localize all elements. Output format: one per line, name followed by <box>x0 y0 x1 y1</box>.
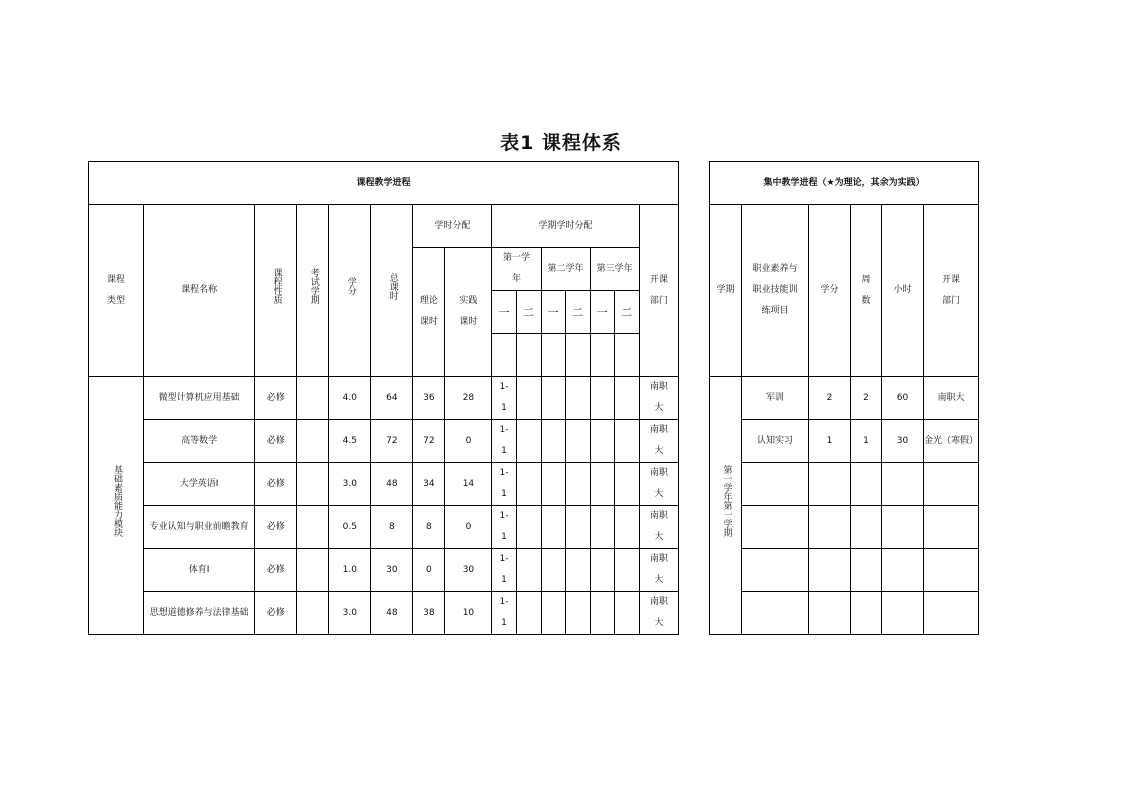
blank-cell <box>516 463 541 506</box>
hours <box>882 463 924 506</box>
training-project <box>742 592 809 635</box>
course-name: 专业认知与职业前瞻教育 <box>144 506 255 549</box>
col-exam-semester: 考试学期 <box>297 205 329 377</box>
blank-cell <box>590 592 614 635</box>
credit <box>809 463 851 506</box>
blank-cell <box>614 377 639 420</box>
department <box>924 506 979 549</box>
hours <box>882 549 924 592</box>
y1-sem-1-value: 1- 1 <box>492 592 516 635</box>
total-hours: 48 <box>371 463 413 506</box>
side-table-header: 集中教学进程（★为理论，其余为实践） <box>710 162 979 205</box>
blank-cell <box>492 334 516 377</box>
col-year-3: 第三学年 <box>590 248 639 291</box>
theory-hours: 72 <box>413 420 445 463</box>
theory-hours: 0 <box>413 549 445 592</box>
table-row <box>89 463 679 506</box>
col-training-project: 职业素养与 职业技能训 练项目 <box>742 205 809 377</box>
y1-sem-1-value: 1- 1 <box>492 420 516 463</box>
department <box>924 549 979 592</box>
department: 南职 大 <box>639 506 678 549</box>
blank-cell <box>590 463 614 506</box>
table-row <box>710 377 979 420</box>
blank-cell <box>614 549 639 592</box>
blank-cell <box>565 463 590 506</box>
col-credit: 学分 <box>329 205 371 377</box>
table-row <box>710 463 979 506</box>
course-name: 思想道德修养与法律基础 <box>144 592 255 635</box>
y1-sem-1-value: 1- 1 <box>492 506 516 549</box>
course-teaching-table <box>88 161 679 635</box>
course-nature: 必修 <box>255 592 297 635</box>
weeks: 2 <box>851 377 882 420</box>
y1-sem-1-value: 1- 1 <box>492 377 516 420</box>
col-hours: 小时 <box>882 205 924 377</box>
y1-sem-1-value: 1- 1 <box>492 463 516 506</box>
credit: 3.0 <box>329 463 371 506</box>
blank-cell <box>541 506 565 549</box>
department: 南职大 <box>924 377 979 420</box>
hours: 60 <box>882 377 924 420</box>
blank-cell <box>565 377 590 420</box>
credit: 3.0 <box>329 592 371 635</box>
credit <box>809 592 851 635</box>
credit: 1 <box>809 420 851 463</box>
total-hours: 8 <box>371 506 413 549</box>
blank-cell <box>541 592 565 635</box>
theory-hours: 38 <box>413 592 445 635</box>
semester-label: 第一学年第一学期 <box>710 377 742 635</box>
col-course-nature: 课程性质 <box>255 205 297 377</box>
exam-semester <box>297 549 329 592</box>
hours <box>882 592 924 635</box>
blank-cell <box>516 592 541 635</box>
theory-hours: 8 <box>413 506 445 549</box>
credit: 1.0 <box>329 549 371 592</box>
credit: 0.5 <box>329 506 371 549</box>
col-theory-hours: 理论 课时 <box>413 248 445 377</box>
practice-hours: 10 <box>445 592 492 635</box>
theory-hours: 36 <box>413 377 445 420</box>
table-row <box>89 506 679 549</box>
blank-cell <box>516 549 541 592</box>
table-row <box>710 592 979 635</box>
table-row <box>710 549 979 592</box>
department: 南职 大 <box>639 592 678 635</box>
blank-cell <box>541 334 565 377</box>
course-nature: 必修 <box>255 377 297 420</box>
course-nature: 必修 <box>255 549 297 592</box>
course-nature: 必修 <box>255 463 297 506</box>
department: 南职 大 <box>639 420 678 463</box>
course-nature: 必修 <box>255 420 297 463</box>
weeks <box>851 592 882 635</box>
department: 南职 大 <box>639 377 678 420</box>
training-project <box>742 506 809 549</box>
blank-cell <box>565 592 590 635</box>
exam-semester <box>297 592 329 635</box>
practice-hours: 28 <box>445 377 492 420</box>
col-year-1: 第一学 年 <box>492 248 541 291</box>
blank-cell <box>565 420 590 463</box>
y1-sem-1-value: 1- 1 <box>492 549 516 592</box>
blank-cell <box>614 463 639 506</box>
col-y2-sem-1: 一 <box>541 291 565 334</box>
practice-hours: 14 <box>445 463 492 506</box>
course-name: 大学英语Ⅰ <box>144 463 255 506</box>
department <box>924 463 979 506</box>
practice-hours: 0 <box>445 420 492 463</box>
hours <box>882 506 924 549</box>
blank-cell <box>516 420 541 463</box>
col-y1-sem-1: 一 <box>492 291 516 334</box>
col-y3-sem-2: 二 <box>614 291 639 334</box>
blank-cell <box>516 377 541 420</box>
table-row <box>710 506 979 549</box>
col-practice-hours: 实践 课时 <box>445 248 492 377</box>
page-title: 表1 课程体系 <box>500 132 622 154</box>
blank-cell <box>516 334 541 377</box>
credit <box>809 506 851 549</box>
theory-hours: 34 <box>413 463 445 506</box>
blank-cell <box>614 420 639 463</box>
credit: 4.5 <box>329 420 371 463</box>
main-table-header: 课程教学进程 <box>89 162 679 205</box>
department: 金光（寒假） <box>924 420 979 463</box>
table-row <box>89 420 679 463</box>
col-department: 开课 部门 <box>639 205 678 377</box>
module-label: 基础素质能力模块 <box>89 377 144 635</box>
blank-cell <box>614 592 639 635</box>
blank-cell <box>590 420 614 463</box>
col-total-hours: 总课时 <box>371 205 413 377</box>
training-project: 认知实习 <box>742 420 809 463</box>
col-weeks: 周 数 <box>851 205 882 377</box>
blank-cell <box>516 506 541 549</box>
blank-cell <box>590 549 614 592</box>
blank-cell <box>614 334 639 377</box>
table-row <box>89 377 679 420</box>
blank-cell <box>590 334 614 377</box>
col-y3-sem-1: 一 <box>590 291 614 334</box>
weeks <box>851 549 882 592</box>
total-hours: 64 <box>371 377 413 420</box>
blank-cell <box>565 334 590 377</box>
blank-cell <box>565 506 590 549</box>
exam-semester <box>297 506 329 549</box>
blank-cell <box>541 463 565 506</box>
credit <box>809 549 851 592</box>
table-row <box>89 592 679 635</box>
department: 南职 大 <box>639 549 678 592</box>
blank-cell <box>590 506 614 549</box>
col-semester-distribution: 学期学时分配 <box>492 205 639 248</box>
col-semester: 学期 <box>710 205 742 377</box>
course-name: 微型计算机应用基础 <box>144 377 255 420</box>
training-project: 军训 <box>742 377 809 420</box>
exam-semester <box>297 463 329 506</box>
table-row <box>89 549 679 592</box>
col-course-name: 课程名称 <box>144 205 255 377</box>
table-row <box>710 420 979 463</box>
weeks: 1 <box>851 420 882 463</box>
course-name: 体育Ⅰ <box>144 549 255 592</box>
training-project <box>742 549 809 592</box>
training-project <box>742 463 809 506</box>
col-credit: 学分 <box>809 205 851 377</box>
course-name: 高等数学 <box>144 420 255 463</box>
practice-hours: 0 <box>445 506 492 549</box>
col-course-type: 课程 类型 <box>89 205 144 377</box>
blank-cell <box>541 377 565 420</box>
col-hours-distribution: 学时分配 <box>413 205 492 248</box>
col-y1-sem-2: 二 <box>516 291 541 334</box>
col-y2-sem-2: 二 <box>565 291 590 334</box>
hours: 30 <box>882 420 924 463</box>
practice-hours: 30 <box>445 549 492 592</box>
col-year-2: 第二学年 <box>541 248 590 291</box>
blank-cell <box>565 549 590 592</box>
col-department: 开课 部门 <box>924 205 979 377</box>
total-hours: 30 <box>371 549 413 592</box>
blank-cell <box>541 549 565 592</box>
total-hours: 72 <box>371 420 413 463</box>
weeks <box>851 463 882 506</box>
weeks <box>851 506 882 549</box>
blank-cell <box>614 506 639 549</box>
credit: 4.0 <box>329 377 371 420</box>
exam-semester <box>297 420 329 463</box>
total-hours: 48 <box>371 592 413 635</box>
blank-cell <box>541 420 565 463</box>
credit: 2 <box>809 377 851 420</box>
department <box>924 592 979 635</box>
centralized-teaching-table <box>709 161 979 635</box>
exam-semester <box>297 377 329 420</box>
course-nature: 必修 <box>255 506 297 549</box>
blank-cell <box>590 377 614 420</box>
department: 南职 大 <box>639 463 678 506</box>
